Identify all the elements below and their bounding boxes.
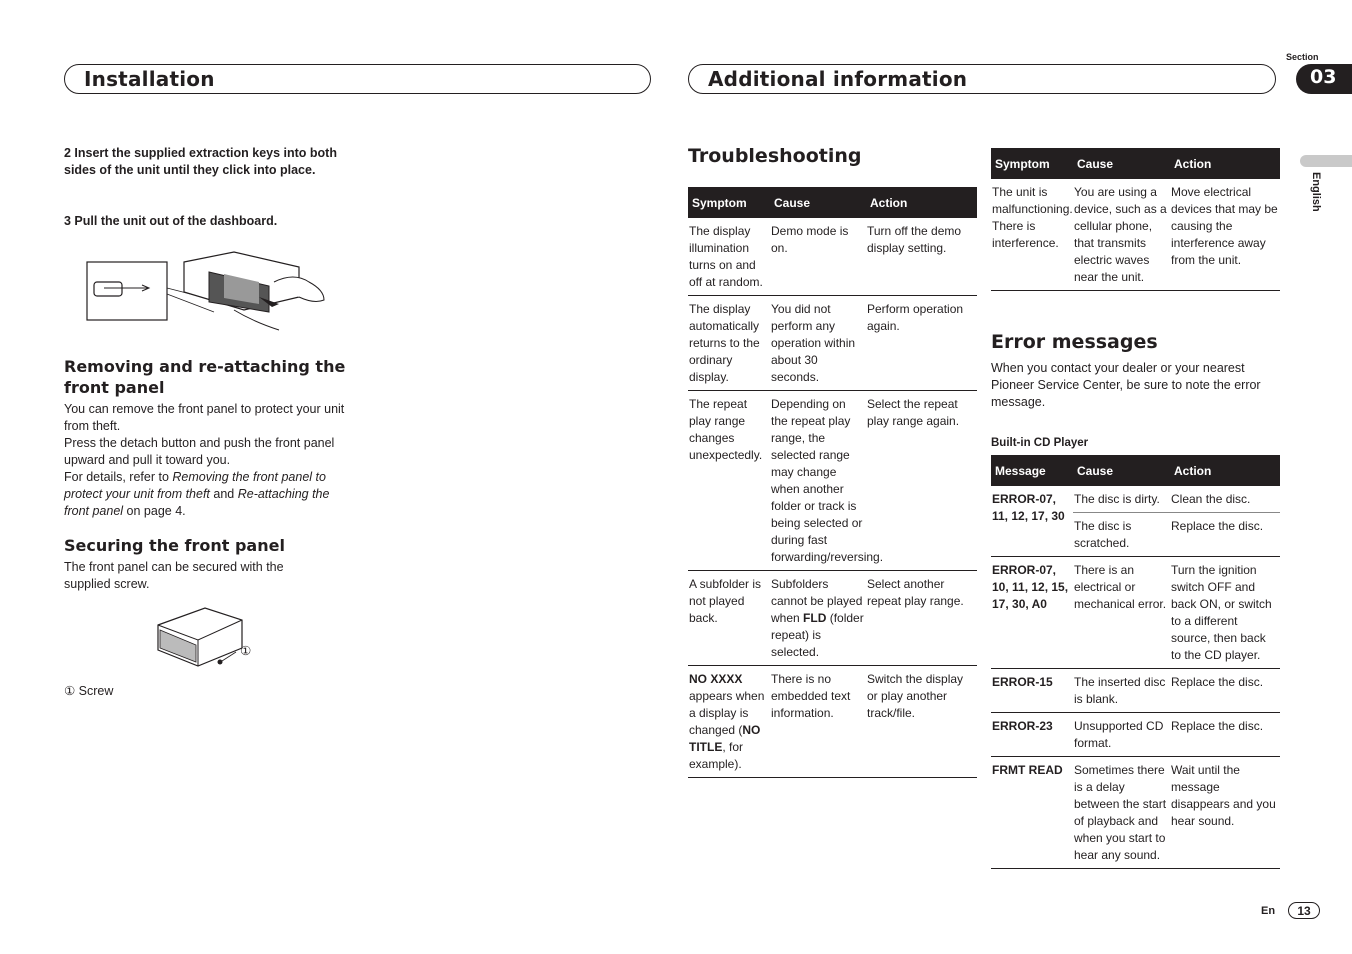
screw-illustration xyxy=(150,600,270,675)
cause-cell: You did not perform any operation within about 30 seconds. xyxy=(770,296,866,391)
action-cell: Turn the ignition switch OFF and back ON, or switch to a different source, then back to the CD player. xyxy=(1170,557,1280,669)
action-cell: Clean the disc. xyxy=(1170,486,1280,513)
message-cell: ERROR-15 xyxy=(991,669,1073,713)
table-row xyxy=(991,757,1280,869)
installation-title: Installation xyxy=(84,67,215,91)
table-row xyxy=(688,571,977,666)
screw-callout-label: ① Screw xyxy=(64,684,114,698)
troubleshooting-table xyxy=(688,187,977,778)
section-label: Section xyxy=(1286,52,1319,62)
table-row xyxy=(688,296,977,391)
cause-cell: Demo mode is on. xyxy=(770,218,866,296)
action-cell: Wait until the message disappears and you hear sound. xyxy=(1170,757,1280,869)
message-cell: ERROR-23 xyxy=(991,713,1073,757)
symptom-bold-1: NO XXXX xyxy=(689,672,743,686)
cause-cell: The disc is scratched. xyxy=(1073,513,1170,557)
removing-p1: You can remove the front panel to protect your unit from theft. xyxy=(64,402,345,433)
col-cause: Cause xyxy=(770,187,866,218)
removing-p2: Press the detach button and push the front panel upward and pull it toward you. xyxy=(64,436,335,467)
removing-p3 xyxy=(64,469,349,520)
message-cell: ERROR-07, 11, 12, 17, 30 xyxy=(991,486,1073,557)
symptom-cell: The unit is malfunctioning. There is interference. xyxy=(991,179,1073,291)
cause-cell: The inserted disc is blank. xyxy=(1073,669,1170,713)
additional-info-header xyxy=(688,64,1276,94)
table-row xyxy=(688,391,977,571)
message-cell: FRMT READ xyxy=(991,757,1073,869)
symptom-cell: The repeat play range changes unexpectedly. xyxy=(688,391,770,571)
troubleshooting2-header-row xyxy=(991,148,1280,179)
action-cell: Select another repeat play range. xyxy=(866,571,977,666)
symptom-post: , for example). xyxy=(689,740,743,771)
cause-cell xyxy=(770,571,866,666)
message-cell: ERROR-07, 10, 11, 12, 15, 17, 30, A0 xyxy=(991,557,1073,669)
table-row xyxy=(991,669,1280,713)
troubleshooting-header-row xyxy=(688,187,977,218)
symptom-mid: appears when a display is changed ( xyxy=(689,689,765,737)
cause-bold: FLD xyxy=(803,611,827,625)
cause-post: (folder repeat) is selected. xyxy=(771,611,864,659)
error-header-row xyxy=(991,455,1280,486)
table-row xyxy=(991,179,1280,291)
col-action: Action xyxy=(866,187,977,218)
cause-cell: There is an electrical or mechanical error. xyxy=(1073,557,1170,669)
troubleshooting-table-continued xyxy=(991,148,1280,291)
error-table xyxy=(991,455,1280,869)
symptom-cell: A subfolder is not played back. xyxy=(688,571,770,666)
securing-heading: Securing the front panel xyxy=(64,536,285,555)
cd-player-subheading: Built-in CD Player xyxy=(991,437,1089,449)
language-tab xyxy=(1300,155,1352,167)
action-cell: Replace the disc. xyxy=(1170,513,1280,557)
cause-cell: Depending on the repeat play range, the selected range may change when another folder or track is being selected or during fast forwarding/reversing. xyxy=(770,391,866,571)
section-number: 03 xyxy=(1296,64,1352,94)
symptom-cell: The display illumination turns on and off at random. xyxy=(688,218,770,296)
removing-body xyxy=(64,401,349,520)
removing-p3-pre: For details, refer to xyxy=(64,470,173,484)
action-cell: Select the repeat play range again. xyxy=(866,391,977,571)
col-cause: Cause xyxy=(1073,455,1170,486)
removing-link-1: Removing the front panel to protect your unit from theft xyxy=(64,470,326,501)
action-cell: Switch the display or play another track/file. xyxy=(866,666,977,778)
table-row xyxy=(991,713,1280,757)
error-messages-heading: Error messages xyxy=(991,331,1158,353)
additional-info-title: Additional information xyxy=(708,67,968,91)
action-cell: Perform operation again. xyxy=(866,296,977,391)
col-symptom: Symptom xyxy=(991,148,1073,179)
table-row xyxy=(991,486,1280,513)
cause-cell: You are using a device, such as a cellular phone, that transmits electric waves near the unit. xyxy=(1073,179,1170,291)
installation-header xyxy=(64,64,651,94)
table-row xyxy=(688,218,977,296)
col-cause: Cause xyxy=(1073,148,1170,179)
extraction-illustration xyxy=(84,242,334,337)
action-cell: Move electrical devices that may be causing the interference away from the unit. xyxy=(1170,179,1280,291)
cause-cell: Unsupported CD format. xyxy=(1073,713,1170,757)
symptom-bold-2: NO TITLE xyxy=(689,723,761,754)
symptom-cell: The display automatically returns to the ordinary display. xyxy=(688,296,770,391)
screw-callout-mark: ① xyxy=(240,644,252,658)
cause-cell: There is no embedded text information. xyxy=(770,666,866,778)
cause-cell: Sometimes there is a delay between the start of playback and when you start to hear any sound. xyxy=(1073,757,1170,869)
col-action: Action xyxy=(1170,148,1280,179)
col-action: Action xyxy=(1170,455,1280,486)
troubleshooting-heading: Troubleshooting xyxy=(688,145,862,167)
table-row xyxy=(991,557,1280,669)
action-cell: Turn off the demo display setting. xyxy=(866,218,977,296)
error-messages-intro: When you contact your dealer or your nearest Pioneer Service Center, be sure to note the error message. xyxy=(991,361,1261,409)
removing-link-2: Re-attaching the front panel xyxy=(64,487,330,518)
step-3: 3 Pull the unit out of the dashboard. xyxy=(64,214,278,228)
symptom-cell xyxy=(688,666,770,778)
page-number: 13 xyxy=(1288,902,1320,919)
securing-body: The front panel can be secured with the supplied screw. xyxy=(64,560,284,591)
cause-cell: The disc is dirty. xyxy=(1073,486,1170,513)
table-row xyxy=(688,666,977,778)
language-label: English xyxy=(1310,172,1322,212)
action-cell: Replace the disc. xyxy=(1170,713,1280,757)
removing-p3-and: and xyxy=(209,487,238,501)
col-symptom: Symptom xyxy=(688,187,770,218)
step-2: 2 Insert the supplied extraction keys into both sides of the unit until they click into place. xyxy=(64,146,337,177)
cause-pre: Subfolders cannot be played when xyxy=(771,577,863,625)
col-message: Message xyxy=(991,455,1073,486)
removing-heading: Removing and re-attaching the front panel xyxy=(64,357,346,397)
footer-language-code: En xyxy=(1261,905,1276,917)
removing-p3-post: on page 4. xyxy=(123,504,186,518)
action-cell: Replace the disc. xyxy=(1170,669,1280,713)
